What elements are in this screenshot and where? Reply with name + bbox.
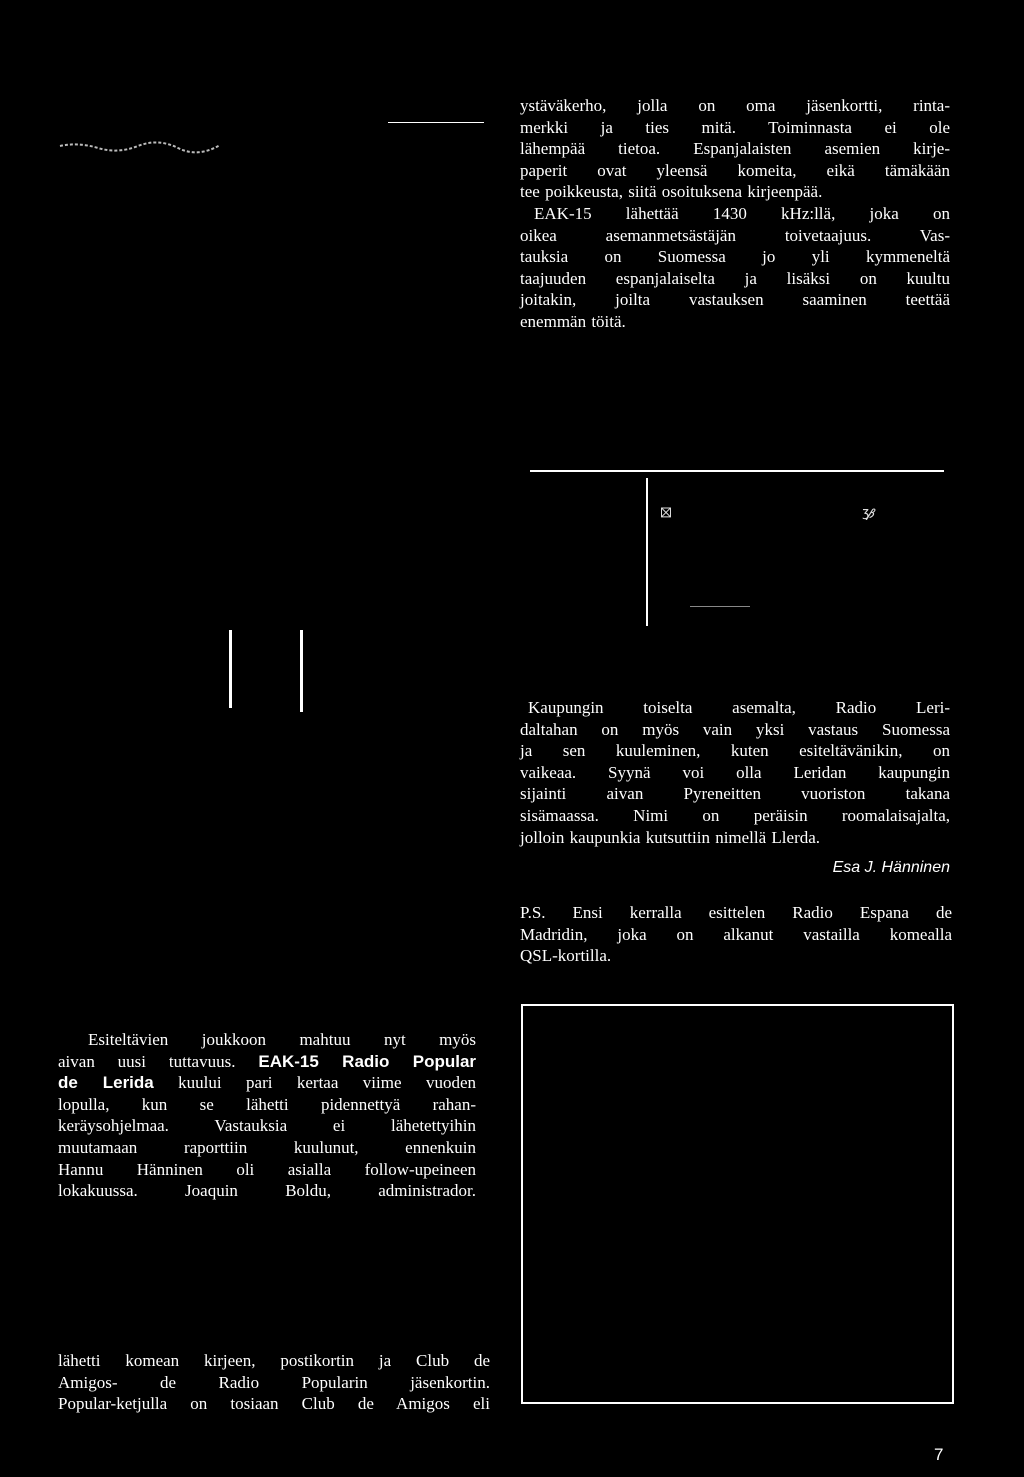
qsl-letter-photo-frame (521, 1004, 954, 1404)
text-line: lopulla, kun se lähetti pidennettyä rahan- (58, 1094, 476, 1114)
text-line: daltahan on myös vain yksi vastaus Suomessa (520, 719, 950, 739)
text-line: Popular-ketjulla on tosiaan Club de Amigos eli (58, 1394, 490, 1414)
scan-glyph-right: 🝲 (862, 508, 877, 523)
station-name: EAK-15 Radio Popular (258, 1051, 477, 1071)
text-line: QSL-kortilla. (520, 946, 612, 966)
text-line: EAK-15 lähettää 1430 kHz:llä, joka on (534, 203, 950, 223)
text-line: Kaupungin toiselta asemalta, Radio Leri- (528, 698, 950, 717)
text-line: lähempää tietoa. Espanjalaisten asemien kirje- (520, 139, 950, 159)
text-line: Amigos- de Radio Popularin jäsenkortin. (58, 1372, 490, 1392)
text-line: tee poikkeusta, siitä osoituksena kirjeenpää. (520, 182, 823, 202)
text-line: muutamaan raporttiin kuulunut, ennenkuin (58, 1137, 476, 1157)
article-column-left-bottom (58, 1350, 490, 1415)
text-line: jolloin kaupunkia kutsuttiin nimellä Llerda. (520, 827, 821, 847)
postscript (520, 902, 952, 967)
text-line: joitakin, joilta vastauksen saaminen teettää (520, 290, 950, 310)
text-fragment: aivan uusi tuttavuus. (58, 1051, 236, 1071)
page-number: 7 (934, 1445, 944, 1464)
text-fragment: kuului pari kertaa viime vuoden (178, 1073, 476, 1093)
text-line (58, 1072, 476, 1094)
scan-glyph-left: 🝱 (657, 506, 673, 519)
rule-mid-vertical (646, 478, 648, 626)
text-line: paperit ovat yleensä komeita, eikä tämäkään (520, 160, 950, 180)
rule-top-short (388, 122, 484, 123)
text-line: sijainti aivan Pyreneitten vuoriston takana (520, 784, 950, 804)
text-line: keräysohjelmaa. Vastauksia ei lähetettyihin (58, 1116, 476, 1136)
rule-mid-dotted (690, 606, 750, 607)
article-column-left-middle (58, 1029, 476, 1202)
text-line: P.S. Ensi kerralla esittelen Radio Espana de (520, 903, 952, 922)
article-column-right-middle (520, 697, 950, 848)
text-line: tauksia on Suomessa jo yli kymmeneltä (520, 247, 950, 267)
text-line: oikea asemanmetsästäjän toivetaajuus. Vas- (520, 225, 950, 245)
text-line: lähetti komean kirjeen, postikortin ja Club de (58, 1351, 490, 1370)
text-line: Hannu Hänninen oli asialla follow-upeineen (58, 1159, 476, 1179)
text-line: merkki ja ties mitä. Toiminnasta ei ole (520, 117, 950, 137)
rule-left-bar-1 (229, 630, 232, 708)
station-name-cont: de Lerida (58, 1073, 154, 1093)
text-line: vaikeaa. Syynä voi olla Leridan kaupungin (520, 762, 950, 782)
article-column-top-right (520, 95, 950, 333)
scan-artifact-scrap (58, 138, 223, 154)
text-line: enemmän töitä. (520, 311, 626, 331)
text-line: Esiteltävien joukkoon mahtuu nyt myös (88, 1030, 476, 1049)
author-signature: Esa J. Hänninen (832, 859, 950, 876)
rule-mid-long (530, 470, 944, 472)
text-line (58, 1051, 476, 1073)
text-line: taajuuden espanjalaiselta ja lisäksi on kuultu (520, 268, 950, 288)
text-line: ystäväkerho, jolla on oma jäsenkortti, rinta- (520, 96, 950, 115)
text-line: Madridin, joka on alkanut vastailla komealla (520, 924, 952, 944)
rule-left-bar-2 (300, 630, 303, 712)
text-line: lokakuussa. Joaquin Boldu, administrador. (58, 1181, 476, 1201)
text-line: ja sen kuuleminen, kuten esiteltävänikin, on (520, 741, 950, 761)
text-line: sisämaassa. Nimi on peräisin roomalaisajalta, (520, 805, 950, 825)
